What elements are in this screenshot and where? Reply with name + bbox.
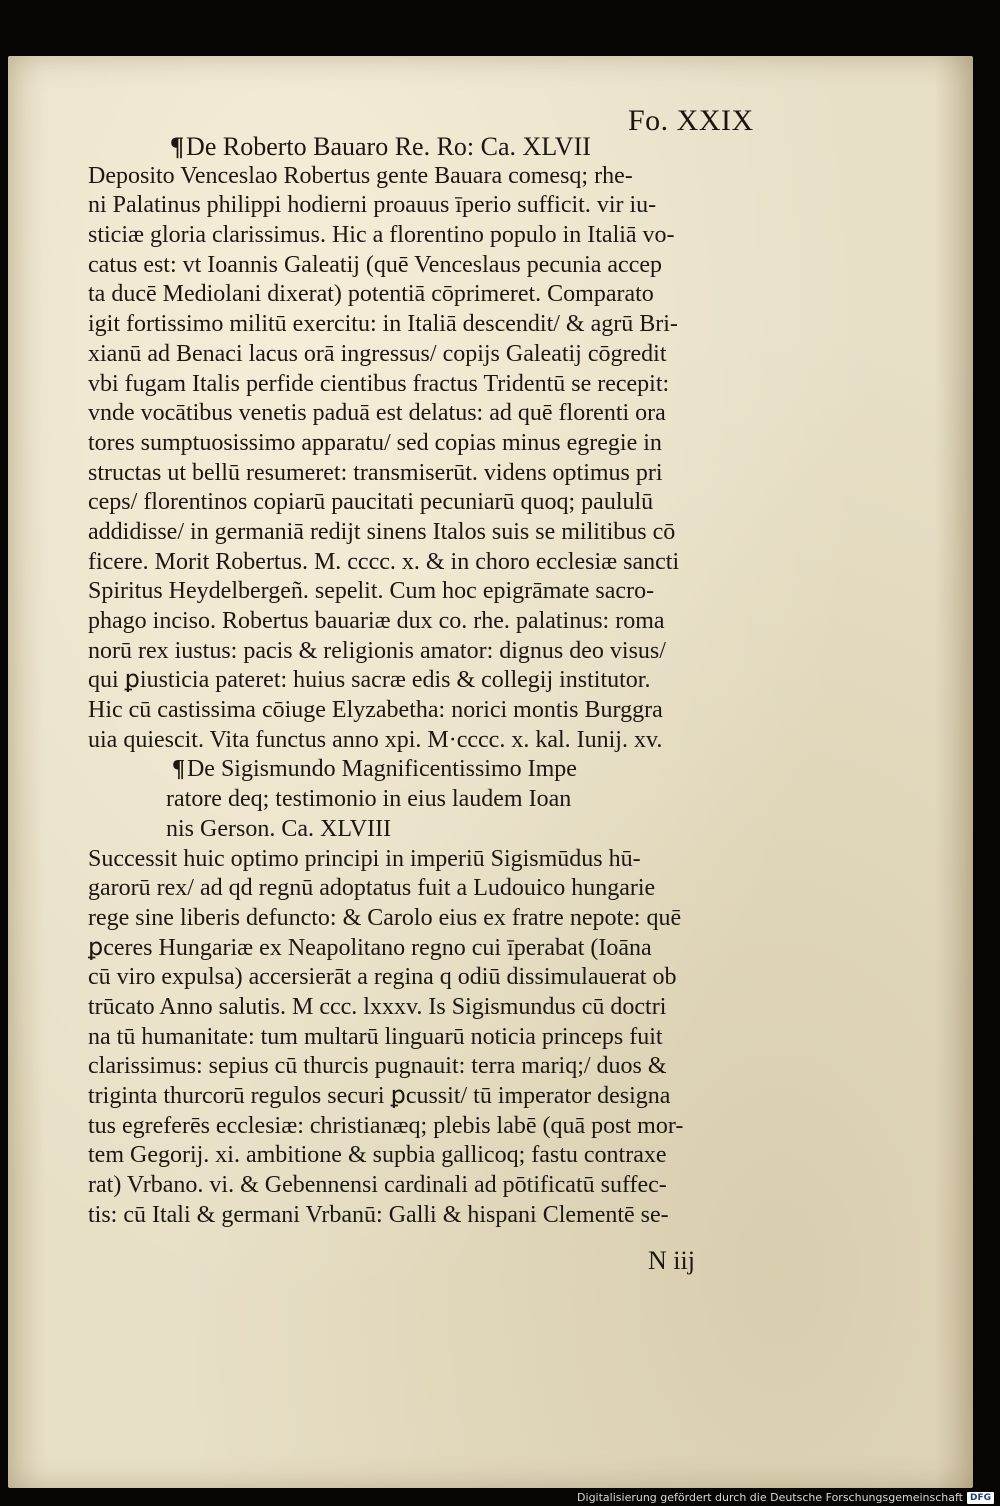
line-text: Spiritus Heydelbergeñ. sepelit. Cum hoc epigrāmate sacro- <box>88 578 655 605</box>
text-line <box>88 874 768 904</box>
pilcrow-icon: ¶ <box>172 756 185 783</box>
text-line <box>88 488 768 518</box>
text-line <box>88 191 768 221</box>
line-text: sticiæ gloria clarissimus. Hic a florentino populo in Italiā vo- <box>88 222 675 249</box>
text-line <box>88 1052 768 1082</box>
line-text: addidisse/ in germaniā redijt sinens Italos suis se militibus cō <box>88 518 676 545</box>
text-line <box>88 399 768 429</box>
text-line <box>88 429 768 459</box>
text-line <box>88 726 768 756</box>
text-line <box>88 518 768 548</box>
text-line <box>88 251 768 281</box>
line-text: na tū humanitate: tum multarū linguarū noticia princeps fuit <box>88 1023 663 1050</box>
text-line <box>88 1171 768 1201</box>
line-text: Successit huic optimo principi in imperiū Sigismūdus hū- <box>88 845 641 872</box>
text-line <box>88 637 768 667</box>
dfg-logo-icon: DFG <box>967 1492 994 1504</box>
chapter-heading-line <box>88 785 768 815</box>
line-text: norū rex iustus: pacis & religionis amator: dignus deo visus/ <box>88 637 666 664</box>
line-text: ratore deq; testimonio in eius laudem Ioan <box>166 786 572 813</box>
line-text: ꝑceres Hungariæ ex Neapolitano regno cui īperabat (Ioāna <box>88 934 652 961</box>
chapter-heading-line <box>88 815 768 845</box>
line-text: cū viro expulsa) accersierāt a regina q odiū dissimulauerat ob <box>88 964 677 991</box>
text-line <box>88 548 768 578</box>
line-text: ceps/ florentinos copiarū paucitati pecuniarū quoq; paululū <box>88 489 654 516</box>
line-text: tores sumptuosissimo apparatu/ sed copias minus egregie in <box>88 429 662 456</box>
line-text: catus est: vt Ioannis Galeatij (quē Venceslaus pecunia accep <box>88 251 662 278</box>
text-line <box>88 310 768 340</box>
signature-mark: N iij <box>648 1246 695 1275</box>
line-text: structas ut bellū resumeret: transmiserūt. videns optimus pri <box>88 459 663 486</box>
line-text: ta ducē Mediolani dixerat) potentiā cōprimeret. Comparato <box>88 281 654 308</box>
line-text: De Roberto Bauaro Re. Ro: Ca. XLVII <box>186 132 591 161</box>
text-line <box>88 577 768 607</box>
line-text: De Sigismundo Magnificentissimo Impe <box>186 756 577 783</box>
line-text: vbi fugam Italis perfide cientibus fractus Tridentū se recepit: <box>88 370 670 397</box>
footer-text: Digitalisierung gefördert durch die Deutsche Forschungsgemeinschaft <box>577 1491 963 1504</box>
text-line <box>88 845 768 875</box>
text-line <box>88 963 768 993</box>
line-text: Hic cū castissima cōiuge Elyzabetha: norici montis Burggra <box>88 697 663 724</box>
line-text: tis: cū Itali & germani Vrbanū: Galli & hispani Clementē se- <box>88 1201 669 1228</box>
line-text: triginta thurcorū regulos securi ꝑcussit/ tū imperator designa <box>88 1083 671 1109</box>
text-line <box>88 904 768 934</box>
text-line <box>88 340 768 370</box>
line-text: vnde vocātibus venetis paduā est delatus: ad quē florenti ora <box>88 400 666 427</box>
text-line <box>88 1201 768 1231</box>
text-line <box>88 1141 768 1171</box>
chapter-heading-line <box>88 132 768 162</box>
text-line <box>88 280 768 310</box>
line-text: rat) Vrbano. vi. & Gebennensi cardinali ad pōtificatū suffec- <box>88 1172 667 1199</box>
text-line <box>88 607 768 637</box>
text-line <box>88 1112 768 1142</box>
text-line <box>88 221 768 251</box>
line-text: clarissimus: sepius cū thurcis pugnauit: terra mariq;/ duos & <box>88 1053 667 1080</box>
text-line <box>88 459 768 489</box>
chapter-heading-line <box>88 755 768 785</box>
pilcrow-icon: ¶ <box>170 132 185 161</box>
line-text: garorū rex/ ad qd regnū adoptatus fuit a Ludouico hungarie <box>88 875 656 902</box>
text-line <box>88 993 768 1023</box>
text-line <box>88 696 768 726</box>
text-line <box>88 162 768 192</box>
line-text: ficere. Morit Robertus. M. cccc. x. & in choro ecclesiæ sancti <box>88 548 680 575</box>
line-text: qui ꝑiusticia pateret: huius sacræ edis & collegij institutor. <box>88 667 651 694</box>
line-text: phago inciso. Robertus bauariæ dux co. rhe. palatinus: roma <box>88 608 665 634</box>
text-line <box>88 1082 768 1112</box>
line-text: Deposito Venceslao Robertus gente Bauara comesq; rhe- <box>88 162 633 189</box>
text-line <box>88 934 768 964</box>
text-body <box>88 132 768 1230</box>
footer-credit <box>577 1491 994 1504</box>
text-line <box>88 370 768 400</box>
text-line <box>88 666 768 696</box>
line-text: ni Palatinus philippi hodierni proauus īperio sufficit. vir iu- <box>88 192 657 219</box>
folio-number: Fo. XXIX <box>628 104 754 137</box>
line-text: uia quiescit. Vita functus anno xpi. M·cccc. x. kal. Iunij. xv. <box>88 726 663 753</box>
line-text: tus egreferēs ecclesiæ: christianæq; plebis labē (quā post mor- <box>88 1112 684 1139</box>
line-text: nis Gerson. Ca. XLVIII <box>166 815 392 842</box>
text-line <box>88 1023 768 1053</box>
line-text: rege sine liberis defuncto: & Carolo eius ex fratre nepote: quē <box>88 904 682 931</box>
line-text: tem Gegorij. xi. ambitione & supbia gallicoq; fastu contraxe <box>88 1142 667 1169</box>
line-text: trūcato Anno salutis. M ccc. lxxxv. Is Sigismundus cū doctri <box>88 993 667 1020</box>
line-text: igit fortissimo militū exercitu: in Italiā descendit/ & agrū Bri- <box>88 311 678 338</box>
line-text: xianū ad Benaci lacus orā ingressus/ copijs Galeatij cōgredit <box>88 340 667 367</box>
